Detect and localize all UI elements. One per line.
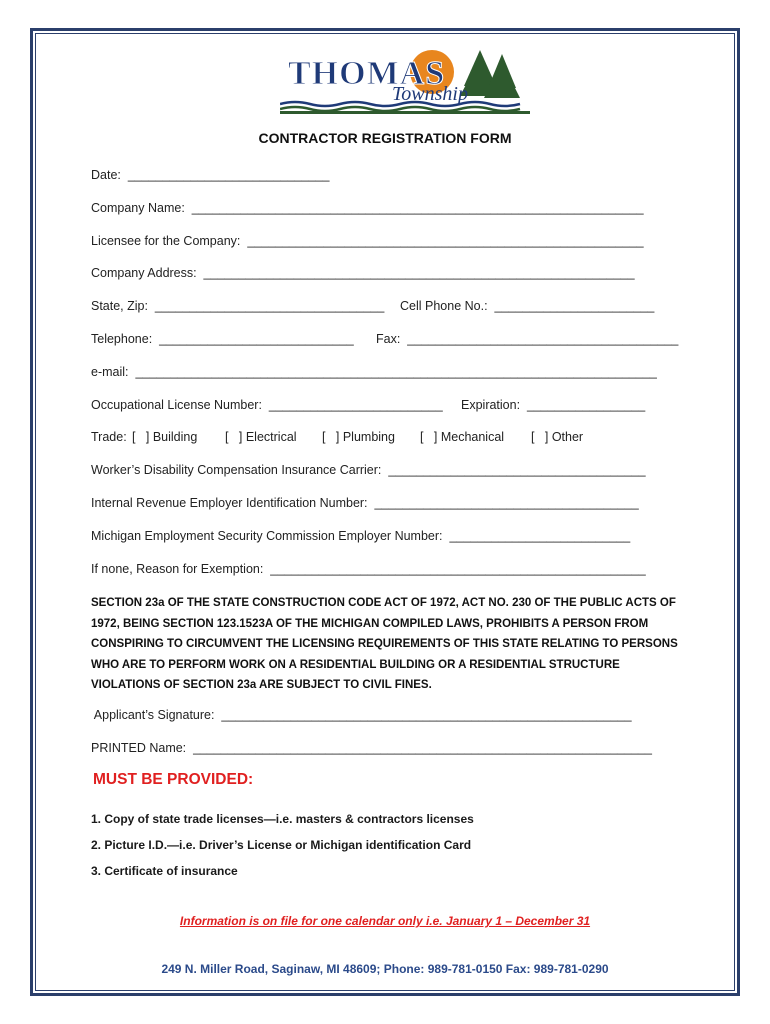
- form-title: CONTRACTOR REGISTRATION FORM: [258, 130, 512, 146]
- irs-ein-field[interactable]: Internal Revenue Employer Identification Number: ______________________________________: [91, 496, 639, 510]
- must-be-provided-heading: MUST BE PROVIDED:: [93, 771, 254, 788]
- workers-comp-field[interactable]: Worker’s Disability Compensation Insurance Carrier: _____________________________________: [91, 463, 646, 477]
- occupational-license-field[interactable]: Occupational License Number: _________________________: [91, 398, 443, 412]
- printed-name-field[interactable]: PRINTED Name: __________________________________________________________________: [91, 741, 652, 755]
- water-waves-icon: [280, 102, 520, 111]
- exemption-field[interactable]: If none, Reason for Exemption: ______________________________________________________: [91, 562, 646, 576]
- trade-building-checkbox[interactable]: [ ] Building: [132, 430, 198, 444]
- law-notice: SECTION 23a OF THE STATE CONSTRUCTION CODE ACT OF 1972, ACT NO. 230 OF THE PUBLIC ACTS OF 1972, BEING SECTION 123.1523A OF THE MICHIGAN COMPILED LAWS, PROHIBITS A PERSON FROM CONSPIRING TO CIRCUMVENT THE LICENSING REQUIREMENTS OF THIS STATE RELATING TO PERSONS WHO ARE TO PERFORM WORK ON A RESIDENTIAL BUILDING OR A RESIDENTIAL STRUCTURE VIOLATIONS OF SECTION 23a ARE SUBJECT TO CIVIL FINES.: [91, 597, 678, 691]
- calendar-note: Information is on file for one calendar only i.e. January 1 – December 31: [179, 914, 591, 928]
- licensee-field[interactable]: Licensee for the Company: _________________________________________________________: [91, 234, 644, 248]
- cell-phone-field[interactable]: Cell Phone No.: _______________________: [400, 299, 655, 313]
- mesc-field[interactable]: Michigan Employment Security Commission Employer Number: __________________________: [91, 529, 631, 543]
- trade-plumbing-checkbox[interactable]: [ ] Plumbing: [322, 430, 395, 444]
- company-name-field[interactable]: Company Name: _________________________________________________________________: [91, 201, 644, 215]
- logo-thomas-text: THOMAS: [288, 55, 446, 92]
- telephone-field[interactable]: Telephone: ____________________________: [91, 332, 354, 346]
- email-field[interactable]: e-mail: ___________________________________________________________________________: [91, 365, 657, 379]
- trade-other-checkbox[interactable]: [ ] Other: [531, 430, 584, 444]
- trade-electrical-checkbox[interactable]: [ ] Electrical: [225, 430, 297, 444]
- trade-mechanical-checkbox[interactable]: [ ] Mechanical: [420, 430, 505, 444]
- footer-contact: 249 N. Miller Road, Saginaw, MI 48609; Phone: 989-781-0150 Fax: 989-781-0290: [161, 962, 609, 976]
- logo-township-text: Township: [392, 83, 468, 105]
- thomas-township-logo: [280, 44, 530, 114]
- trade-label: Trade:: [91, 430, 127, 444]
- company-address-field[interactable]: Company Address: ______________________________________________________________: [91, 266, 635, 280]
- expiration-field[interactable]: Expiration: _________________: [461, 398, 646, 412]
- requirement-item: 3. Certificate of insurance: [91, 864, 238, 878]
- applicant-signature-field[interactable]: Applicant’s Signature: ___________________________________________________________: [91, 708, 632, 722]
- pine-trees-icon: [460, 50, 520, 98]
- requirement-item: 2. Picture I.D.—i.e. Driver’s License or Michigan identification Card: [91, 838, 472, 852]
- fax-field[interactable]: Fax: _______________________________________: [376, 332, 679, 346]
- date-field[interactable]: Date: _____________________________: [91, 168, 330, 182]
- requirement-item: 1. Copy of state trade licenses—i.e. masters & contractors licenses: [91, 812, 474, 826]
- state-zip-field[interactable]: State, Zip: _________________________________: [91, 299, 385, 313]
